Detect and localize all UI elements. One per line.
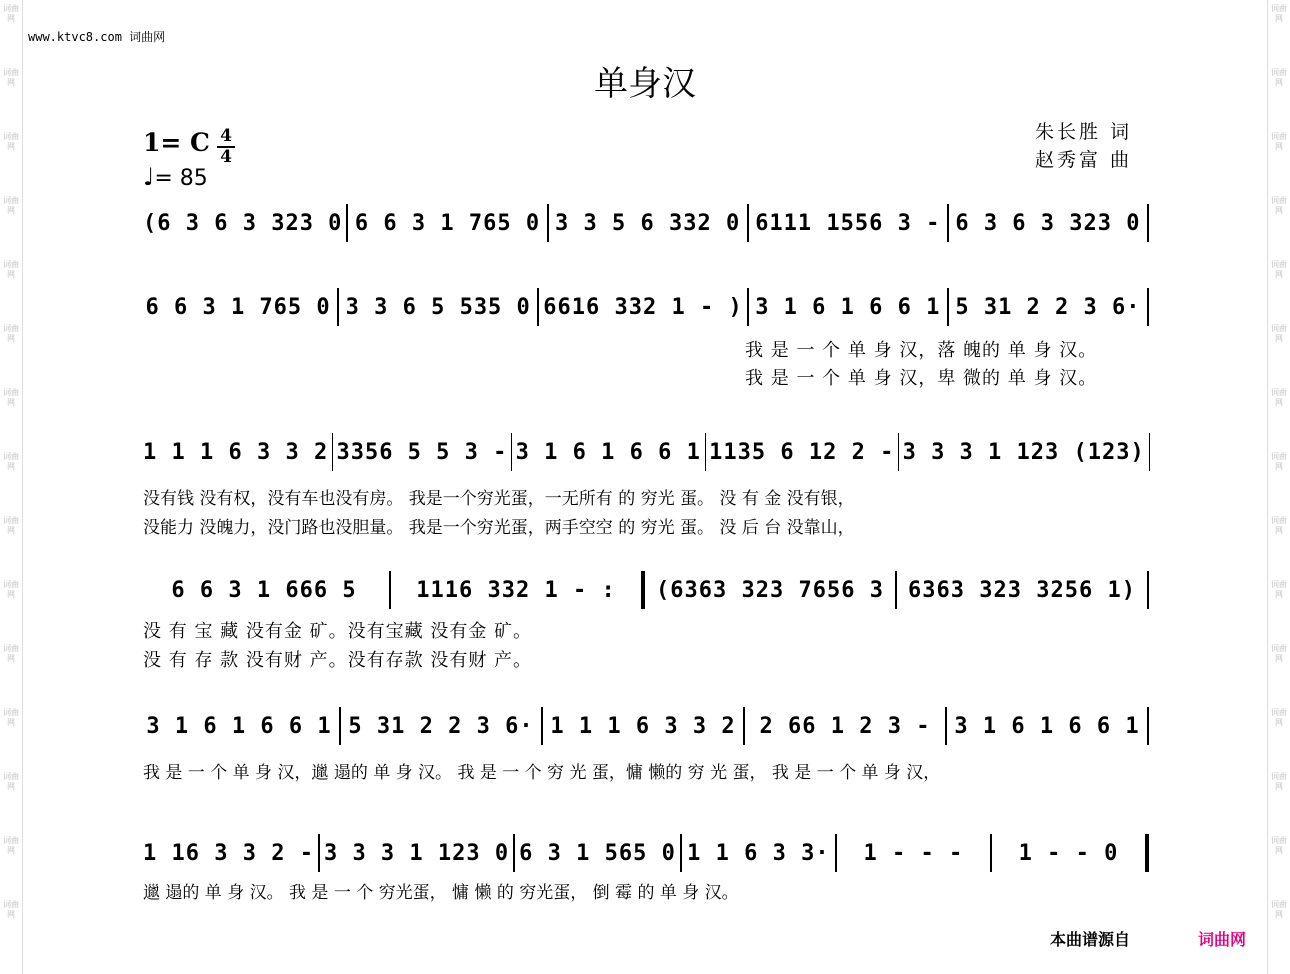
watermark-text: 词曲网 xyxy=(3,68,19,87)
right-watermark-strip xyxy=(1267,0,1290,974)
barline xyxy=(680,834,682,872)
credits xyxy=(1035,118,1132,174)
lyric-line: 我 是 一 个 单 身 汉，落 魄的 单 身 汉。 xyxy=(745,340,1098,361)
barline xyxy=(747,204,749,242)
watermark-text: 词曲网 xyxy=(1271,196,1287,215)
barline xyxy=(547,204,549,242)
barline xyxy=(1147,571,1149,609)
quarter-note-icon: ♩ xyxy=(143,163,155,191)
score-line-2 xyxy=(143,291,1153,323)
measure: (6363 323 7656 3 xyxy=(656,577,884,603)
barline xyxy=(537,288,539,326)
watermark-text: 词曲网 xyxy=(3,324,19,343)
measure: 3 3 3 1 123 (123) xyxy=(902,439,1145,465)
watermark-text: 词曲网 xyxy=(1271,644,1287,663)
barline xyxy=(337,288,339,326)
repeat-barline xyxy=(641,571,645,609)
key-signature: 1= C xyxy=(143,128,210,157)
watermark-text: 词曲网 xyxy=(1271,836,1287,855)
measure: 3 3 6 5 535 0 xyxy=(345,294,531,320)
watermark-text: 词曲网 xyxy=(1271,452,1287,471)
barline xyxy=(339,707,341,745)
lyric-line: 我 是 一 个 单 身 汉，邋 遢的 单 身 汉。 我 是 一 个 穷 光 蛋，慵 懒的 穷 光 蛋， 我 是 一 个 单 身 汉， xyxy=(143,763,941,783)
time-signature-top: 4 xyxy=(220,126,232,146)
watermark-text: 词曲网 xyxy=(1271,324,1287,343)
watermark-text: 词曲网 xyxy=(1271,4,1287,23)
song-title: 单身汉 xyxy=(594,64,696,104)
watermark-text: 词曲网 xyxy=(1271,772,1287,791)
measure: 3356 5 5 3 - xyxy=(336,439,508,465)
watermark-text: 词曲网 xyxy=(3,196,19,215)
watermark-text: 词曲网 xyxy=(3,132,19,151)
tempo-marking xyxy=(143,163,208,191)
score-line-1 xyxy=(143,207,1153,239)
lyric-line: 邋 遢的 单 身 汉。 我 是 一 个 穷光蛋， 慵 懒 的 穷光蛋， 倒 霉 的 单 身 汉。 xyxy=(143,883,739,903)
watermark-text: 词曲网 xyxy=(3,836,19,855)
watermark-text: 词曲网 xyxy=(1271,132,1287,151)
footer-brand-link[interactable]: 词曲网 xyxy=(1198,930,1247,949)
measure: 3 3 5 6 332 0 xyxy=(555,210,741,236)
measure: 2 66 1 2 3 - xyxy=(759,713,931,739)
watermark-text: 词曲网 xyxy=(3,4,19,23)
measure: 6111 1556 3 - xyxy=(755,210,941,236)
measure: 1135 6 12 2 - xyxy=(709,439,895,465)
composer-credit: 赵秀富 曲 xyxy=(1035,149,1133,171)
barline xyxy=(346,204,348,242)
score-line-5 xyxy=(143,710,1153,742)
measure: 3 1 6 1 6 6 1 xyxy=(954,713,1140,739)
score-line-6 xyxy=(143,837,1153,869)
time-signature-bottom: 4 xyxy=(220,147,232,167)
left-watermark-strip xyxy=(0,0,23,974)
watermark-text: 词曲网 xyxy=(3,260,19,279)
barline xyxy=(990,834,992,872)
barline xyxy=(541,707,543,745)
watermark-text: 词曲网 xyxy=(1271,388,1287,407)
measure: 1116 332 1 - : xyxy=(416,577,616,603)
measure: (6 3 6 3 323 0 xyxy=(143,210,343,236)
measure: 3 3 3 1 123 0 xyxy=(323,840,510,866)
measure: 6 6 3 1 765 0 xyxy=(145,294,331,320)
watermark-text: 词曲网 xyxy=(3,388,19,407)
measure: 6 3 6 3 323 0 xyxy=(955,210,1141,236)
measure: 5 31 2 2 3 6· xyxy=(955,294,1141,320)
measure: 5 31 2 2 3 6· xyxy=(348,713,534,739)
score-line-3 xyxy=(143,436,1153,468)
barline xyxy=(1147,288,1149,326)
barline xyxy=(513,834,515,872)
barline xyxy=(895,571,897,609)
tempo-value: = 85 xyxy=(154,166,208,191)
measure: 6 6 3 1 765 0 xyxy=(354,210,541,236)
measure: 3 1 6 1 6 6 1 xyxy=(146,713,332,739)
barline xyxy=(947,288,949,326)
barline xyxy=(835,834,837,872)
measure: 1 - - 0 xyxy=(1018,840,1119,866)
watermark-text: 词曲网 xyxy=(3,516,19,535)
barline xyxy=(389,571,391,609)
lyric-line: 没 有 存 款 没有财 产。没有存款 没有财 产。 xyxy=(143,650,533,671)
lyricist-credit: 朱长胜 词 xyxy=(1035,121,1133,143)
barline xyxy=(947,204,949,242)
watermark-text: 词曲网 xyxy=(1271,708,1287,727)
lyric-line: 没 有 宝 藏 没有金 矿。没有宝藏 没有金 矿。 xyxy=(143,621,533,642)
measure: 6 6 3 1 666 5 xyxy=(171,577,357,603)
time-signature xyxy=(215,128,237,166)
lyric-line: 没有钱 没有权，没有车也没有房。 我是一个穷光蛋，一无所有 的 穷光 蛋。 没 有 金 没有银， xyxy=(143,489,855,509)
measure: 6363 323 3256 1) xyxy=(908,577,1136,603)
final-barline xyxy=(1145,834,1149,872)
barline xyxy=(1147,707,1149,745)
measure: 1 1 1 6 3 3 2 xyxy=(143,439,329,465)
measure: 1 1 6 3 3· xyxy=(687,840,830,866)
measure: 1 16 3 3 2 - xyxy=(143,840,314,866)
measure: 1 - - - xyxy=(863,840,964,866)
measure: 3 1 6 1 6 6 1 xyxy=(515,439,701,465)
measure: 6 3 1 565 0 xyxy=(519,840,676,866)
barline xyxy=(747,288,749,326)
lyric-line: 没能力 没魄力，没门路也没胆量。 我是一个穷光蛋，两手空空 的 穷光 蛋。 没 后 台 没靠山， xyxy=(143,518,855,538)
watermark-text: 词曲网 xyxy=(1271,516,1287,535)
watermark-text: 词曲网 xyxy=(1271,900,1287,919)
barline xyxy=(318,834,320,872)
watermark-text: 词曲网 xyxy=(1271,580,1287,599)
measure: 1 1 1 6 3 3 2 xyxy=(550,713,736,739)
barline xyxy=(945,707,947,745)
site-url: www.ktvc8.com 词曲网 xyxy=(28,30,166,44)
lyric-line: 我 是 一 个 单 身 汉，卑 微的 单 身 汉。 xyxy=(745,368,1098,389)
score-line-4 xyxy=(143,574,1153,606)
watermark-text: 词曲网 xyxy=(1271,68,1287,87)
watermark-text: 词曲网 xyxy=(3,772,19,791)
measure: 3 1 6 1 6 6 1 xyxy=(755,294,941,320)
watermark-text: 词曲网 xyxy=(3,644,19,663)
barline xyxy=(743,707,745,745)
barline xyxy=(1147,204,1149,242)
watermark-text: 词曲网 xyxy=(3,580,19,599)
watermark-text: 词曲网 xyxy=(3,900,19,919)
footer-source-label: 本曲谱源自 xyxy=(1050,930,1131,949)
measure: 6616 332 1 - ) xyxy=(543,294,743,320)
watermark-text: 词曲网 xyxy=(1271,260,1287,279)
watermark-text: 词曲网 xyxy=(3,452,19,471)
watermark-text: 词曲网 xyxy=(3,708,19,727)
